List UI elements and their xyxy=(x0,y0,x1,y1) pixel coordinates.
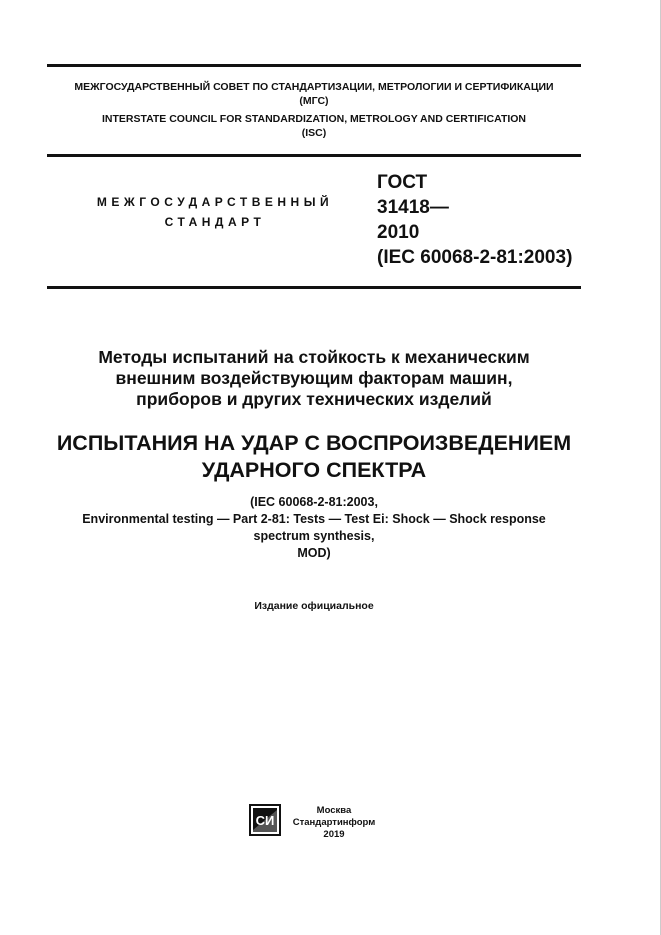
council-name-en-line: INTERSTATE COUNCIL FOR STANDARDIZATION, METROLOGY AND CERTIFICATION xyxy=(101,113,527,125)
council-name-en xyxy=(47,112,581,140)
standard-kind xyxy=(60,192,370,232)
title-group-line2: внешним воздействующим факторам машин, xyxy=(115,368,513,388)
middle-rule xyxy=(47,154,581,157)
publisher-name: Стандартинформ xyxy=(292,817,376,828)
title-intl-line2: Environmental testing — Part 2-81: Tests — Test Ei: Shock — Shock response xyxy=(82,512,546,526)
standard-kind-line1: МЕЖГОСУДАРСТВЕННЫЙ xyxy=(96,195,334,209)
publisher-city: Москва xyxy=(316,805,352,816)
bottom-rule xyxy=(47,286,581,289)
designation-gost: ГОСТ xyxy=(377,172,428,193)
title-group-line1: Методы испытаний на стойкость к механическим xyxy=(98,347,530,367)
standard-designation xyxy=(377,170,572,270)
logo-lettering: СИ xyxy=(255,813,275,828)
title-intl-line3: spectrum synthesis, xyxy=(253,529,375,543)
title-intl-line1: (IEC 60068-2-81:2003, xyxy=(250,495,378,509)
title-intl-line4: MOD) xyxy=(297,546,331,560)
designation-number: 31418— xyxy=(377,197,449,218)
title-main xyxy=(30,430,598,484)
title-international xyxy=(47,494,581,562)
designation-year: 2010 xyxy=(377,222,420,243)
top-rule xyxy=(47,64,581,67)
publisher-imprint xyxy=(289,805,379,841)
publisher-year: 2019 xyxy=(323,829,345,840)
council-name-ru xyxy=(47,80,581,108)
title-main-line2: УДАРНОГО СПЕКТРА xyxy=(201,458,427,482)
council-name-ru-line: МЕЖГОСУДАРСТВЕННЫЙ СОВЕТ ПО СТАНДАРТИЗАЦИИ, МЕТРОЛОГИИ И СЕРТИФИКАЦИИ xyxy=(74,81,554,93)
title-group-line3: приборов и других технических изделий xyxy=(136,389,492,409)
designation-iec: (IEC 60068-2-81:2003) xyxy=(377,247,573,268)
council-abbr-en: (ISC) xyxy=(301,127,327,139)
title-main-line1: ИСПЫТАНИЯ НА УДАР С ВОСПРОИЗВЕДЕНИЕМ xyxy=(56,431,572,455)
edition-label: Издание официальное xyxy=(254,600,374,612)
title-group-ru xyxy=(47,347,581,410)
standard-kind-line2: СТАНДАРТ xyxy=(164,215,266,229)
standartinform-logo-icon xyxy=(249,804,281,836)
council-abbr-ru: (МГС) xyxy=(299,95,329,107)
